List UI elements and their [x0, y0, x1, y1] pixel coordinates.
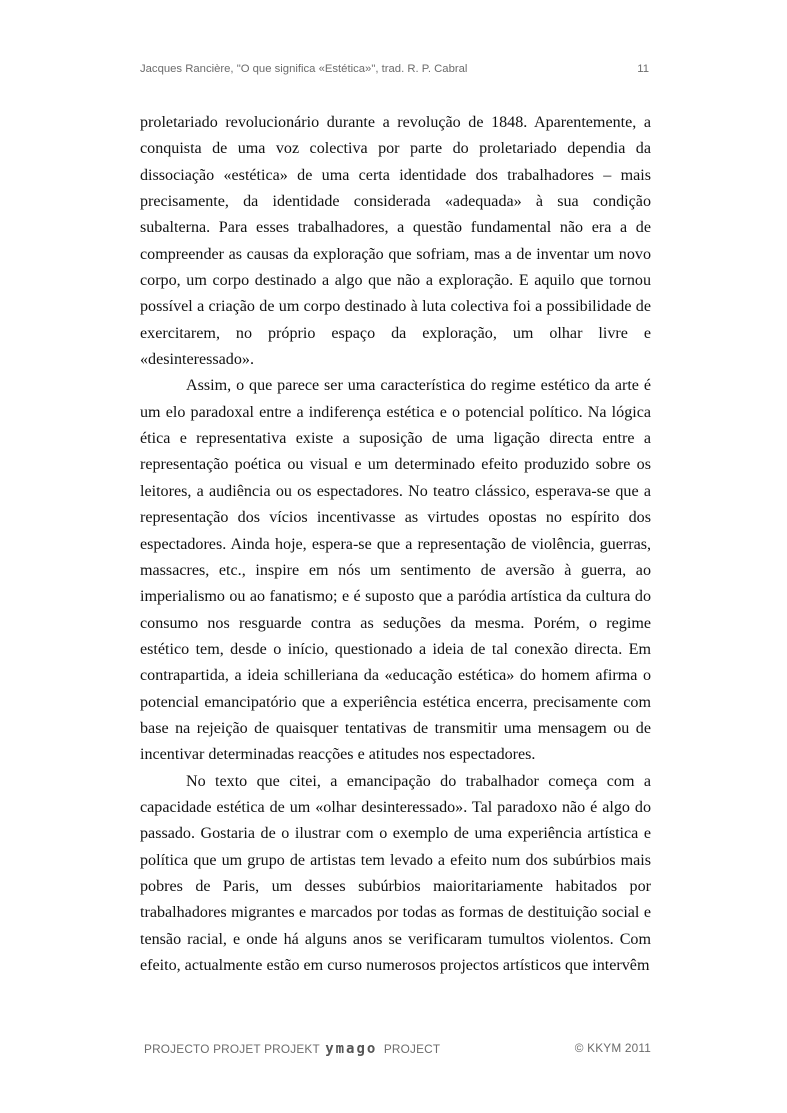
project-suffix: PROJECT: [383, 1042, 441, 1056]
copyright: © KKYM 2011: [574, 1041, 651, 1055]
page-header: [140, 63, 651, 79]
paragraph: proletariado revolucionário durante a revolução de 1848. Aparentemente, a conquista de uma voz colectiva por parte do proletariado dependia da dissociação «estética» de uma certa identidade dos trabalhadores – mais precisamente, da identidade considerada «adequada» à sua condição subalterna. Para esses trabalhadores, a questão fundamental não era a de compreender as causas da exploração que sofriam, mas a de inventar um novo corpo, um corpo destinado a algo que não a exploração. E aquilo que tornou possível a criação de um corpo destinado à luta colectiva foi a possibilidade de exercitarem, no próprio espaço da exploração, um olhar livre e «desinteressado».: [140, 114, 651, 369]
project-prefix: PROJECTO PROJET PROJEKT: [144, 1042, 320, 1056]
body-text: [140, 110, 651, 979]
page-number: 11: [637, 63, 649, 75]
paragraph: No texto que citei, a emancipação do trabalhador começa com a capacidade estética de um «olhar desinteressado». Tal paradoxo não é algo do passado. Gostaria de o ilustrar com o exemplo de uma experiência artística e política que um grupo de artistas tem levado a efeito num dos subúrbios mais pobres de Paris, um desses subúrbios maioritariamente habitados por trabalhadores migrantes e marcados por todas as formas de destituição social e tensão racial, e onde há alguns anos se verificaram tumultos violentos. Com efeito, actualmente estão em curso numerosos projectos artísticos que intervêm: [140, 772, 651, 974]
paragraph: Assim, o que parece ser uma característica do regime estético da arte é um elo paradoxal entre a indiferença estética e o potencial político. Na lógica ética e representativa existe a suposição de uma ligação directa entre a representação poética ou visual e um determinado efeito produzido sobre os leitores, a audiência ou os espectadores. No teatro clássico, esperava-se que a representação dos vícios incentivasse as virtudes opostas no espírito dos espectadores. Ainda hoje, espera-se que a representação de violência, guerras, massacres, etc., inspire em nós um sentimento de aversão à guerra, ao imperialismo ou ao fanatismo; e é suposto que a paródia artística da cultura do consumo nos resguarde contra as seduções da mesma. Porém, o regime estético tem, desde o início, questionado a ideia de tal conexão directa. Em contrapartida, a ideia schilleriana da «educação estética» do homem afirma o potencial emancipatório que a experiência estética encerra, precisamente com base na rejeição de quaisquer tentativas de transmitir uma mensagem ou de incentivar determinadas reacções e atitudes nos espectadores.: [140, 377, 651, 764]
ymago-logo: ymago: [325, 1041, 378, 1057]
project-line: [144, 1041, 440, 1057]
running-title: Jacques Rancière, "O que significa «Estética»", trad. R. P. Cabral: [140, 63, 468, 75]
page-footer: [144, 1041, 651, 1059]
